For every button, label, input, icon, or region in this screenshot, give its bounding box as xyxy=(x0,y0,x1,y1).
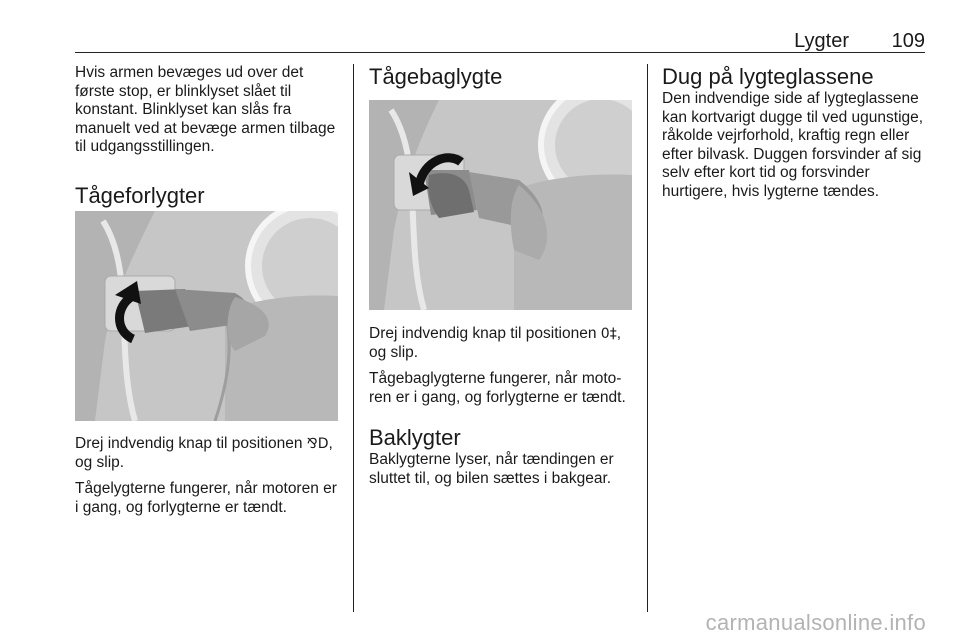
rear-fog-instruction-end: , og slip. xyxy=(369,325,622,361)
column-left-lower xyxy=(75,435,343,525)
rear-fog-description: Tågebaglygterne fungerer, når motoren er i gang, og forlygterne er tændt. xyxy=(369,370,626,406)
page-number: 109 xyxy=(891,30,925,52)
rear-fog-symbol-icon: 0‡ xyxy=(600,326,617,342)
column-right xyxy=(662,64,927,209)
stalk-illustration-rear xyxy=(369,100,632,310)
stalk-illustration xyxy=(75,211,338,421)
watermark: carmanualsonline.info xyxy=(705,610,926,635)
fog-instruction-text: Drej indvendig knap til positionen xyxy=(75,435,307,452)
section-title: Lygter xyxy=(794,30,849,52)
intro-paragraph: Hvis armen bevæges ud over det første stop, er blinklyset slået til konstant. Blinklyset kan slås fra manuelt ved at bevæge armen tilbage til udgangsstillingen. xyxy=(75,64,336,155)
reverse-lights-heading: Baklygter xyxy=(369,425,461,450)
fog-light-symbol-icon: ⅋D xyxy=(306,436,329,452)
page-header xyxy=(75,30,925,53)
lens-condensation-heading: Dug på lygteglassene xyxy=(662,64,874,89)
reverse-lights-description: Baklygterne lyser, når tændingen er sluttet til, og bilen sættes i bakgear. xyxy=(369,451,614,487)
fog-description: Tågelygterne fungerer, når motoren er i gang, og forlygterne er tændt. xyxy=(75,480,337,516)
rear-fog-instruction xyxy=(369,325,634,362)
column-middle-lower xyxy=(369,325,634,496)
fog-instruction-end: , og slip. xyxy=(75,435,333,471)
fog-light-switch-illustration xyxy=(75,211,338,421)
rear-fog-heading: Tågebaglygte xyxy=(369,64,503,89)
rear-fog-switch-illustration xyxy=(369,100,632,310)
column-divider xyxy=(647,64,648,612)
column-middle xyxy=(369,64,634,90)
lens-condensation-description: Den indvendige side af lygteglassene kan kortvarigt dugge til ved ugunstige, råkolde vejrforhold, kraftig regn eller efter bilvask. Duggen forsvinder af sig selv efter kort tid og forsvinder hurtigere, hvis lygterne tændes. xyxy=(662,90,924,200)
fog-lights-heading: Tågeforlygter xyxy=(75,182,205,208)
fog-instruction xyxy=(75,435,343,472)
column-divider xyxy=(353,64,354,612)
column-left xyxy=(75,64,343,209)
rear-fog-instruction-text: Drej indvendig knap til positionen xyxy=(369,325,601,342)
